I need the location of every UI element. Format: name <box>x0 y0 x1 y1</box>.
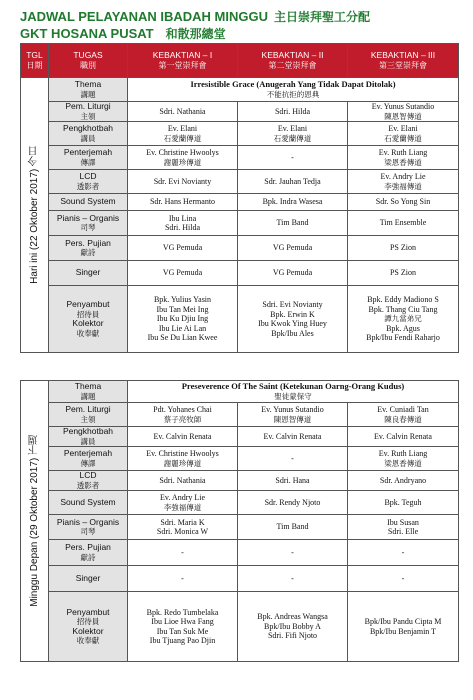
assignee-name: - <box>291 152 294 162</box>
assignee-name: - <box>401 573 405 583</box>
task-label <box>49 427 128 447</box>
assignee-name: - <box>291 453 294 463</box>
schedule-row <box>21 194 459 211</box>
assignee-name: Ev. Andry Lie <box>159 493 206 502</box>
task-label <box>49 102 128 122</box>
service-k1-cell <box>128 540 238 566</box>
assignee-name: Ev. Calvin Renata <box>374 431 432 441</box>
task-label-thema: Thema 講題 <box>49 78 128 102</box>
assignee-name: Sdr. Evi Novianty <box>153 176 212 186</box>
service-k1-cell <box>128 286 238 353</box>
assignee-name: Ev. Elani <box>388 124 418 133</box>
assignee-name: Ev. Yunus Sutandio <box>371 102 435 111</box>
service-k2-cell <box>238 566 348 592</box>
assignee-name: Ev. Ruth Liang <box>378 148 428 157</box>
assignee-name: - <box>181 573 184 583</box>
task-text: Penyambut <box>66 299 110 309</box>
task-label <box>49 403 128 427</box>
task-text: 講員 <box>80 436 96 446</box>
col-kebaktian-2: KEBAKTIAN – II 第二堂崇拜會 <box>238 44 348 78</box>
service-k1-cell <box>128 102 238 122</box>
assignee-name: Bpk/Ibu Ales <box>271 328 314 338</box>
assignee-name: Sdr. Jauhan Tedja <box>264 176 321 186</box>
task-text: Pianis – Organis <box>56 212 120 223</box>
schedule-row <box>21 102 459 122</box>
assignee-name: Ev. Calvin Renata <box>263 431 322 441</box>
task-label <box>49 286 128 353</box>
service-k3-cell <box>348 194 459 211</box>
task-text: Kolektor <box>72 318 104 328</box>
service-k1-cell <box>128 236 238 261</box>
assignee-name: Ibu Lioe Hwa Fang <box>151 617 214 626</box>
title-text: JADWAL PELAYANAN IBADAH MINGGU <box>20 9 268 24</box>
assignee-name: Tim Band <box>276 218 309 228</box>
assignee-name: Bpk. Erwin K <box>270 309 315 319</box>
assignee-name: 李強福傳道 <box>163 502 202 512</box>
assignee-name: Ev. Calvin Renata <box>153 431 212 441</box>
task-text: Penterjemah <box>63 448 113 458</box>
service-k3-cell <box>348 211 459 236</box>
task-text: 傳譯 <box>80 157 96 167</box>
service-k1-cell <box>128 471 238 491</box>
assignee-name: 梁恩香傳道 <box>384 458 422 468</box>
service-k2-cell <box>238 515 348 540</box>
date-label: Hari ini (22 Oktober 2017) 今日 <box>28 146 40 284</box>
schedule-table-this-week <box>20 43 459 353</box>
task-text: Singer <box>75 572 101 583</box>
service-k1-cell <box>128 403 238 427</box>
date-cell <box>21 78 49 353</box>
service-k3-cell <box>348 491 459 515</box>
task-label-thema: Thema 講題 <box>49 381 128 403</box>
schedule-row <box>21 170 459 194</box>
task-text: 獻詩 <box>80 248 96 257</box>
task-text: Pianis – Organis <box>56 516 120 527</box>
assignee-name: Ev. Yunus Sutandio <box>261 405 324 414</box>
schedule-row <box>21 447 459 471</box>
schedule-row <box>21 566 459 592</box>
service-k2-cell <box>238 471 348 491</box>
task-text: 收奉獻 <box>76 328 100 338</box>
task-label <box>49 122 128 146</box>
task-text: Singer <box>75 267 101 278</box>
assignee-name: 陳恩智傳道 <box>384 111 422 121</box>
task-text: LCD <box>79 470 97 480</box>
task-text: 司琴 <box>80 223 96 232</box>
assignee-name: VG Pemuda <box>162 243 203 253</box>
service-k2-cell <box>238 447 348 471</box>
assignee-name: Ev. Elani <box>167 124 198 133</box>
task-text: Kolektor <box>72 625 104 636</box>
assignee-name: Bpk/Ibu Fendi Raharjo <box>366 333 440 343</box>
service-k3-cell <box>348 146 459 170</box>
date-cell <box>21 381 49 662</box>
schedule-row <box>21 236 459 261</box>
service-k1-cell <box>128 515 238 540</box>
assignee-name: VG Pemuda <box>272 268 313 278</box>
assignee-name: Ibu Tjuang Pao Djin <box>149 636 216 645</box>
assignee-name: Ibu Kwok Ying Huey <box>258 319 327 328</box>
task-text: Pem. Liturgi <box>65 101 111 111</box>
service-k3-cell <box>348 122 459 146</box>
schedule-row <box>21 491 459 515</box>
task-text: Pem. Liturgi <box>65 404 111 414</box>
assignee-name: Sdr. Hans Hermanto <box>149 197 216 207</box>
service-k3-cell <box>348 592 459 662</box>
assignee-name: Ibu Lie Ai Lan <box>158 323 207 333</box>
assignee-name: - <box>291 547 294 557</box>
assignee-name: Bpk. Thang Ciu Tang <box>368 304 438 314</box>
schedule-row <box>21 540 459 566</box>
assignee-name: Bpk. Agus <box>386 323 420 333</box>
task-text: 招待員 <box>76 309 100 319</box>
task-label <box>49 491 128 515</box>
assignee-name: 李強福傳道 <box>384 181 422 191</box>
schedule-row <box>21 211 459 236</box>
schedule-row <box>21 122 459 146</box>
assignee-name: 梁恩香傳道 <box>384 157 422 167</box>
assignee-name: Sdri. Fifi Njoto <box>267 631 318 641</box>
thema-row <box>21 78 459 102</box>
assignee-name: Sdri. Nathania <box>159 106 206 116</box>
service-k2-cell <box>238 122 348 146</box>
service-k3-cell <box>348 236 459 261</box>
assignee-name: Sdri. Maria K <box>160 517 205 527</box>
assignee-name: Sdri. Hilda <box>274 106 311 116</box>
task-text: LCD <box>79 171 97 181</box>
column-header-row <box>21 44 459 78</box>
task-text: 司琴 <box>80 527 96 536</box>
task-label <box>49 515 128 540</box>
assignee-name: Sdri. Monica W <box>156 527 209 536</box>
assignee-name: Ev. Christine Hwoolys <box>146 148 219 157</box>
schedule-row <box>21 146 459 170</box>
schedule-row <box>21 261 459 286</box>
task-label <box>49 592 128 662</box>
task-label <box>49 211 128 236</box>
church-name-chinese: 和散那總堂 <box>165 27 226 41</box>
task-label <box>49 170 128 194</box>
service-k1-cell <box>128 592 238 662</box>
col-tgl: TGL 日期 <box>21 44 49 78</box>
assignee-name: 蔡子亮牧師 <box>163 414 202 424</box>
service-k2-cell <box>238 540 348 566</box>
col-kebaktian-3: KEBAKTIAN – III 第三堂崇拜會 <box>348 44 459 78</box>
service-k2-cell <box>238 211 348 236</box>
assignee-name: - <box>181 547 184 557</box>
service-k3-cell <box>348 447 459 471</box>
service-k1-cell <box>128 447 238 471</box>
task-label <box>49 146 128 170</box>
task-label <box>49 471 128 491</box>
title-text-chinese: 主日崇拜聖工分配 <box>274 10 371 24</box>
task-text: Sound System <box>60 496 116 507</box>
task-label <box>49 194 128 211</box>
service-k2-cell <box>238 427 348 447</box>
schedule-row <box>21 403 459 427</box>
service-k2-cell <box>238 102 348 122</box>
col-kebaktian-1: KEBAKTIAN – I 第一堂崇拜會 <box>128 44 238 78</box>
schedule-row <box>21 286 459 353</box>
task-label <box>49 566 128 592</box>
service-k3-cell <box>348 261 459 286</box>
service-k2-cell <box>238 491 348 515</box>
assignee-name: Sdr. So Yong Sin <box>375 197 431 207</box>
church-name: GKT HOSANA PUSAT <box>20 26 154 41</box>
service-k2-cell <box>238 236 348 261</box>
assignee-name: 陳良春傳道 <box>384 414 422 424</box>
service-k1-cell <box>128 170 238 194</box>
assignee-name: PS Zion <box>389 243 416 253</box>
task-label <box>49 540 128 566</box>
assignee-name: 謝麗珍傳道 <box>163 458 202 468</box>
service-k2-cell <box>238 403 348 427</box>
assignee-name: 謝麗珍傳道 <box>163 157 202 167</box>
schedule-row <box>21 515 459 540</box>
service-k2-cell <box>238 592 348 662</box>
assignee-name: Ibu Susan <box>387 517 419 527</box>
task-label <box>49 236 128 261</box>
assignee-name: Bpk/Ibu Bobby A <box>264 621 321 631</box>
assignee-name: Bpk/Ibu Pandu Cipta M <box>364 617 442 626</box>
service-k3-cell <box>348 471 459 491</box>
task-text: Pengkhotbah <box>62 426 114 436</box>
task-text: Penyambut <box>66 606 110 617</box>
assignee-name: Bpk. Andreas Wangsa <box>257 612 328 622</box>
assignee-name: Pdt. Yohanes Chai <box>153 405 212 414</box>
service-k1-cell <box>128 146 238 170</box>
assignee-name: Ibu Ku Djiu Ing <box>156 314 209 324</box>
task-label <box>49 261 128 286</box>
service-k3-cell <box>348 286 459 353</box>
service-k3-cell <box>348 102 459 122</box>
assignee-name: Ev. Ruth Liang <box>378 449 428 458</box>
assignee-name: 石愛蘭傳道 <box>273 133 312 143</box>
task-text: Pers. Pujian <box>65 237 111 248</box>
service-k3-cell <box>348 403 459 427</box>
service-k2-cell <box>238 170 348 194</box>
service-k1-cell <box>128 427 238 447</box>
thema-row <box>21 381 459 403</box>
service-k1-cell <box>128 211 238 236</box>
assignee-name: Sdri. Nathania <box>159 475 206 485</box>
assignee-name: Ibu Se Du Lian Kwee <box>147 333 218 343</box>
task-text: 主領 <box>80 111 96 121</box>
assignee-name: 譚九當弟兄 <box>384 314 422 324</box>
assignee-name: 石愛蘭傳道 <box>384 133 422 143</box>
task-text: 透影者 <box>76 480 100 490</box>
task-text: Pengkhotbah <box>62 123 114 133</box>
assignee-name: Ev. Elani <box>277 124 308 133</box>
service-k3-cell <box>348 170 459 194</box>
task-text: 獻詩 <box>80 552 96 562</box>
schedule-row <box>21 427 459 447</box>
thema-value: Preseverence Of The Saint (Ketekunan Oarng-Orang Kudus) 聖徒蒙保守 <box>128 381 459 403</box>
schedule-row <box>21 471 459 491</box>
assignee-name: Sdr. Rendy Njoto <box>264 497 321 507</box>
assignee-name: Sdr. Andryano <box>379 475 427 485</box>
task-text: 透影者 <box>76 181 100 191</box>
assignee-name: VG Pemuda <box>272 243 313 253</box>
date-label: Minggu Depan (29 Oktober 2017) 下週 <box>28 435 40 607</box>
service-k2-cell <box>238 146 348 170</box>
service-k2-cell <box>238 286 348 353</box>
task-text: Pers. Pujian <box>65 542 111 552</box>
assignee-name: Bpk. Indra Wasesa <box>262 197 323 207</box>
assignee-name: Bpk/Ibu Benjamin T <box>369 626 437 636</box>
assignee-name: Bpk. Redo Tumbelaka <box>146 607 219 617</box>
document-title-line-1 <box>20 8 370 25</box>
document-title-line-2 <box>20 25 226 42</box>
assignee-name: Bpk. Yulius Yasin <box>153 295 212 305</box>
assignee-name: 石愛蘭傳道 <box>163 133 202 143</box>
thema-value: Irresistible Grace (Anugerah Yang Tidak Dapat Ditolak) 不能抗拒的恩典 <box>128 78 459 102</box>
task-label <box>49 447 128 471</box>
service-k3-cell <box>348 427 459 447</box>
assignee-name: Ibu Tan Suk Me <box>156 626 209 636</box>
task-text: 招待員 <box>76 617 100 626</box>
service-k1-cell <box>128 491 238 515</box>
task-text: 主領 <box>80 414 96 424</box>
assignee-name: PS Zion <box>389 268 416 278</box>
assignee-name: Sdri. Hilda <box>164 223 201 232</box>
assignee-name: Ev. Christine Hwoolys <box>146 449 219 458</box>
assignee-name: VG Pemuda <box>162 268 203 278</box>
assignee-name: Ev. Andry Lie <box>380 172 426 181</box>
service-k3-cell <box>348 515 459 540</box>
assignee-name: 陳恩智傳道 <box>273 414 312 424</box>
service-k3-cell <box>348 540 459 566</box>
assignee-name: Sdri. Evi Novianty <box>262 300 323 309</box>
task-text: Sound System <box>60 196 116 207</box>
assignee-name: Tim Ensemble <box>379 218 427 228</box>
service-k1-cell <box>128 122 238 146</box>
assignee-name: Sdri. Elle <box>387 527 419 536</box>
task-text: Penterjemah <box>63 147 113 157</box>
service-k1-cell <box>128 194 238 211</box>
service-k2-cell <box>238 261 348 286</box>
assignee-name: Bpk. Eddy Madiono S <box>367 295 439 305</box>
assignee-name: Sdri. Hana <box>275 475 310 485</box>
task-text: 傳譯 <box>80 458 96 468</box>
assignee-name: Bpk. Teguh <box>384 497 422 507</box>
service-k1-cell <box>128 261 238 286</box>
assignee-name: - <box>401 547 405 557</box>
service-k3-cell <box>348 566 459 592</box>
assignee-name: Ev. Cuniadi Tan <box>377 405 429 414</box>
service-k2-cell <box>238 194 348 211</box>
assignee-name: Tim Band <box>276 522 309 532</box>
schedule-table-next-week <box>20 380 459 662</box>
task-text: 收奉獻 <box>76 636 100 645</box>
col-tugas: TUGAS 職別 <box>49 44 128 78</box>
assignee-name: Ibu Lina <box>168 213 197 223</box>
service-k1-cell <box>128 566 238 592</box>
assignee-name: Ibu Tan Mei Ing <box>156 304 209 314</box>
task-text: 講員 <box>80 133 96 143</box>
schedule-row <box>21 592 459 662</box>
assignee-name: - <box>291 573 294 583</box>
